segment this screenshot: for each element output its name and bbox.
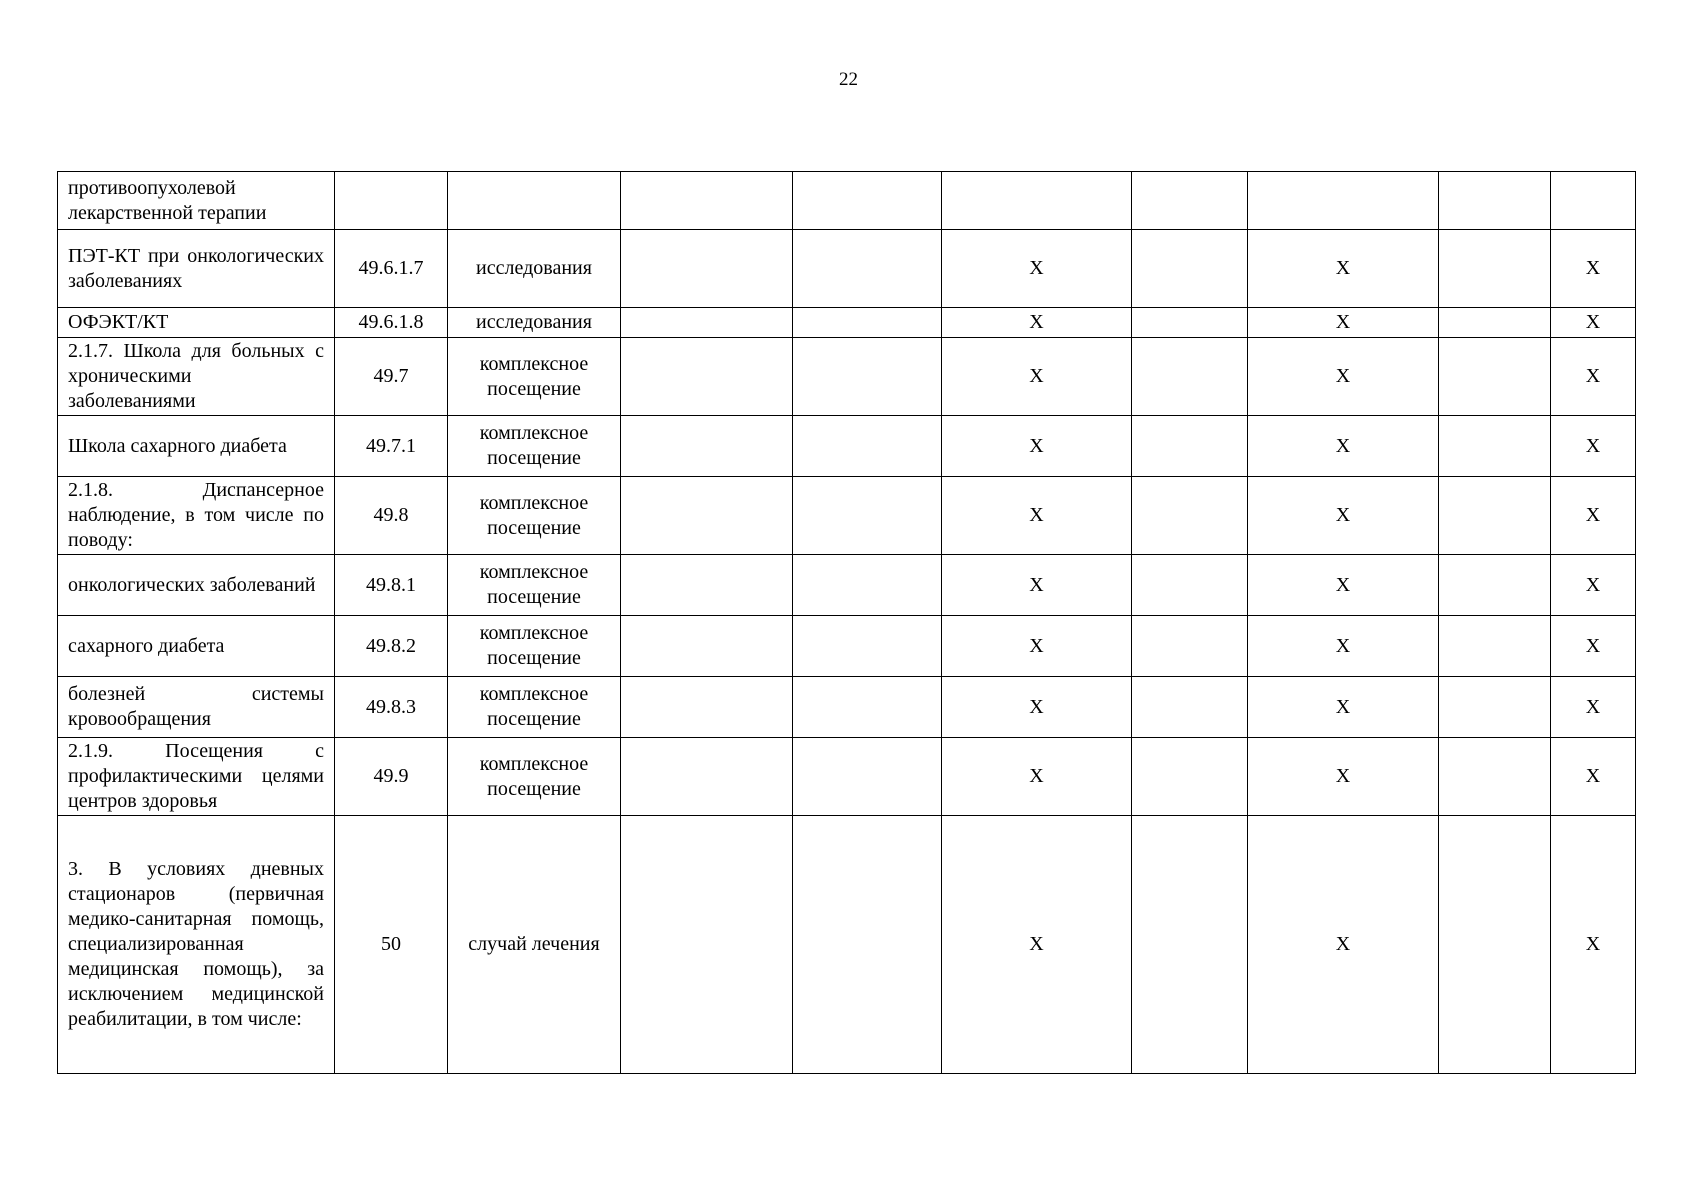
empty-cell [621,308,793,338]
empty-cell [1439,416,1551,477]
row-x-cell-1: X [942,738,1132,816]
row-code-cell: 49.6.1.7 [335,230,448,308]
row-x-cell-3 [1551,172,1636,230]
row-code-cell [335,172,448,230]
empty-cell [1132,477,1248,555]
empty-cell [1132,677,1248,738]
table-row [58,308,1636,338]
empty-cell [793,816,942,1074]
row-x-cell-2: X [1248,230,1439,308]
table-row [58,616,1636,677]
empty-cell [1439,677,1551,738]
row-x-cell-1: X [942,677,1132,738]
empty-cell [793,416,942,477]
row-name-cell: сахарного диабета [58,616,335,677]
row-x-cell-2: X [1248,677,1439,738]
empty-cell [793,555,942,616]
page-number: 22 [839,69,858,90]
empty-cell [1439,308,1551,338]
empty-cell [793,230,942,308]
empty-cell [1132,616,1248,677]
table-row [58,738,1636,816]
empty-cell [793,738,942,816]
row-code-cell: 49.8.3 [335,677,448,738]
row-name-cell: 3. В условиях дневных стационаров (первичная медико-санитарная помощь, специализированная медицинская помощь), за исключением медицинской реабилитации, в том числе: [58,816,335,1074]
row-code-cell: 49.8.2 [335,616,448,677]
row-name-cell: 2.1.9. Посещения с профилактическими целями центров здоровья [58,738,335,816]
row-x-cell-3: X [1551,738,1636,816]
empty-cell [1439,477,1551,555]
empty-cell [1132,816,1248,1074]
row-name-cell: Школа сахарного диабета [58,416,335,477]
row-name-cell: 2.1.8. Диспансерное наблюдение, в том числе по поводу: [58,477,335,555]
row-code-cell: 49.8 [335,477,448,555]
row-unit-cell [448,172,621,230]
row-unit-cell: комплексное посещение [448,616,621,677]
row-x-cell-3: X [1551,308,1636,338]
row-code-cell: 50 [335,816,448,1074]
empty-cell [621,738,793,816]
row-x-cell-1: X [942,477,1132,555]
empty-cell [621,677,793,738]
empty-cell [1132,230,1248,308]
empty-cell [621,338,793,416]
row-x-cell-2: X [1248,816,1439,1074]
row-unit-cell: случай лечения [448,816,621,1074]
row-unit-cell: комплексное посещение [448,477,621,555]
empty-cell [621,416,793,477]
row-x-cell-2: X [1248,616,1439,677]
empty-cell [793,477,942,555]
empty-cell [793,616,942,677]
row-name-cell: ОФЭКТ/КТ [58,308,335,338]
row-x-cell-3: X [1551,677,1636,738]
row-x-cell-1: X [942,616,1132,677]
row-x-cell-2: X [1248,308,1439,338]
table-row [58,416,1636,477]
row-code-cell: 49.8.1 [335,555,448,616]
row-x-cell-1 [942,172,1132,230]
table-row [58,477,1636,555]
row-x-cell-2: X [1248,416,1439,477]
empty-cell [621,230,793,308]
row-name-cell: 2.1.7. Школа для больных с хроническими заболеваниями [58,338,335,416]
table-row [58,230,1636,308]
empty-cell [1439,816,1551,1074]
row-unit-cell: исследования [448,230,621,308]
empty-cell [1132,738,1248,816]
row-x-cell-2: X [1248,338,1439,416]
row-x-cell-1: X [942,416,1132,477]
table-row [58,816,1636,1074]
row-x-cell-3: X [1551,555,1636,616]
row-code-cell: 49.7 [335,338,448,416]
empty-cell [1439,338,1551,416]
row-x-cell-1: X [942,230,1132,308]
row-x-cell-2: X [1248,555,1439,616]
row-code-cell: 49.7.1 [335,416,448,477]
row-unit-cell: комплексное посещение [448,338,621,416]
table-row [58,338,1636,416]
row-x-cell-3: X [1551,477,1636,555]
row-code-cell: 49.9 [335,738,448,816]
empty-cell [793,338,942,416]
empty-cell [1132,555,1248,616]
row-x-cell-1: X [942,816,1132,1074]
empty-cell [793,172,942,230]
row-name-cell: болезней системы кровообращения [58,677,335,738]
empty-cell [793,677,942,738]
table-row [58,677,1636,738]
row-x-cell-3: X [1551,338,1636,416]
row-unit-cell: комплексное посещение [448,416,621,477]
empty-cell [621,816,793,1074]
row-unit-cell: комплексное посещение [448,677,621,738]
table-row [58,555,1636,616]
empty-cell [1132,172,1248,230]
row-name-cell: противоопухолевой лекарственной терапии [58,172,335,230]
empty-cell [621,477,793,555]
empty-cell [621,172,793,230]
row-unit-cell: комплексное посещение [448,738,621,816]
empty-cell [621,555,793,616]
row-x-cell-1: X [942,338,1132,416]
row-name-cell: ПЭТ-КТ при онкологических заболеваниях [58,230,335,308]
empty-cell [793,308,942,338]
empty-cell [1439,230,1551,308]
row-x-cell-3: X [1551,230,1636,308]
empty-cell [1439,616,1551,677]
empty-cell [1132,338,1248,416]
empty-cell [1439,555,1551,616]
row-x-cell-3: X [1551,816,1636,1074]
row-x-cell-1: X [942,308,1132,338]
data-table [57,171,1636,1074]
row-x-cell-2 [1248,172,1439,230]
empty-cell [621,616,793,677]
row-name-cell: онкологических заболеваний [58,555,335,616]
empty-cell [1132,308,1248,338]
row-unit-cell: комплексное посещение [448,555,621,616]
row-x-cell-2: X [1248,738,1439,816]
row-unit-cell: исследования [448,308,621,338]
empty-cell [1132,416,1248,477]
row-x-cell-3: X [1551,416,1636,477]
row-x-cell-3: X [1551,616,1636,677]
empty-cell [1439,172,1551,230]
empty-cell [1439,738,1551,816]
row-code-cell: 49.6.1.8 [335,308,448,338]
row-x-cell-1: X [942,555,1132,616]
table-row [58,172,1636,230]
row-x-cell-2: X [1248,477,1439,555]
